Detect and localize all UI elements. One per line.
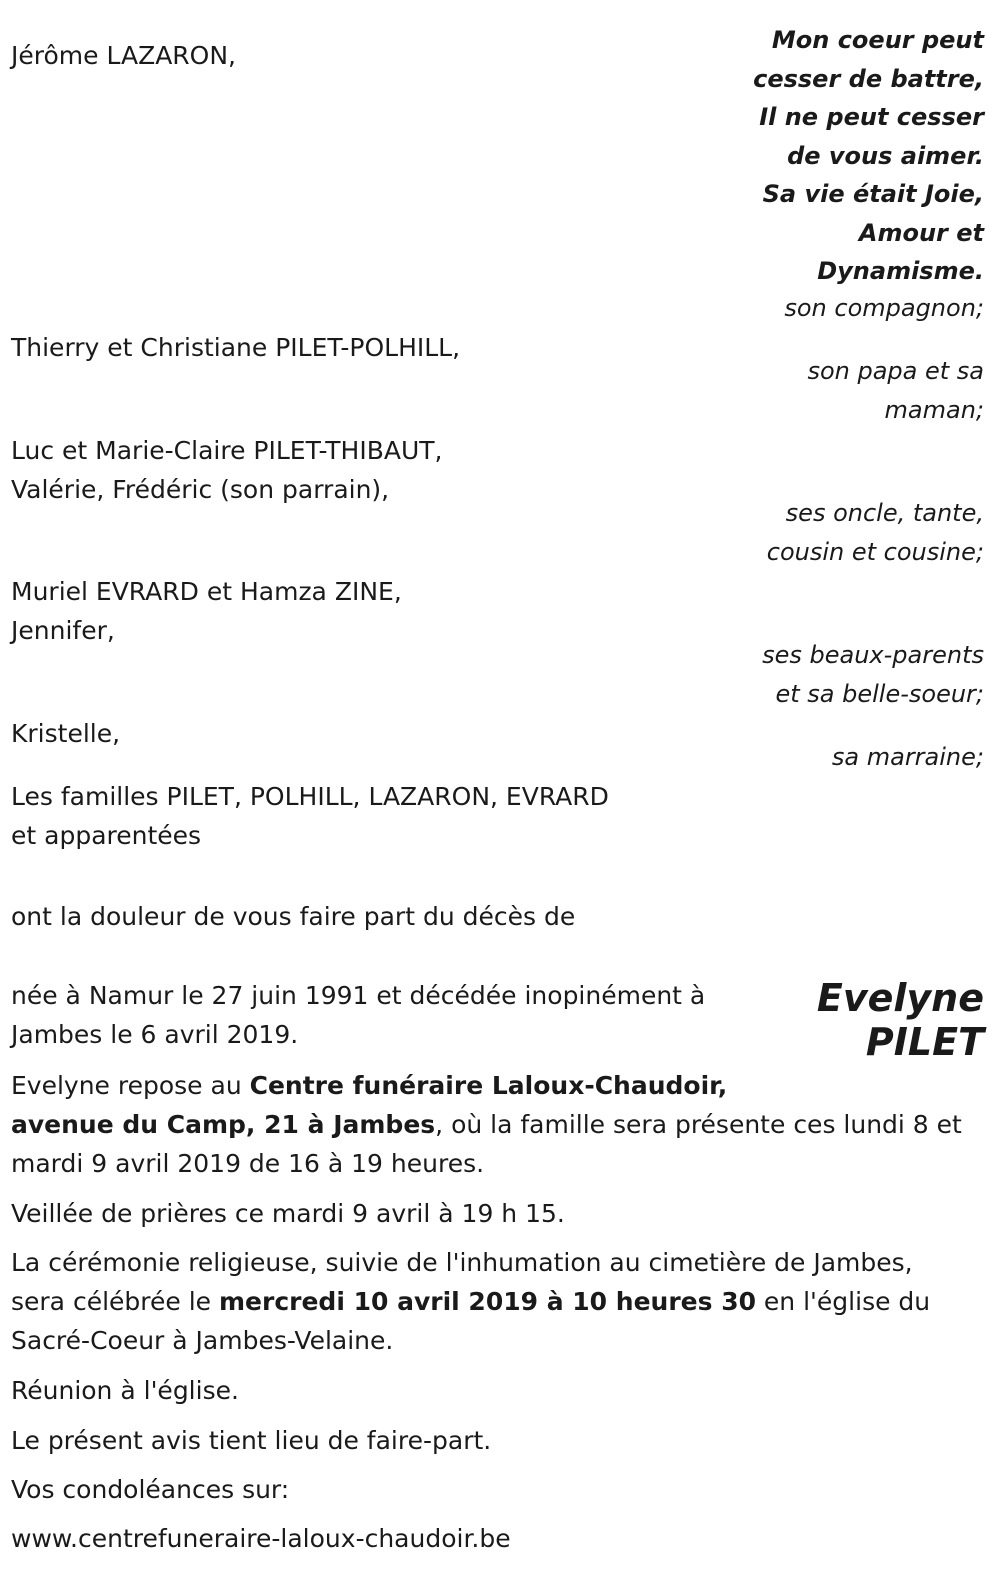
condolences-label: Vos condoléances sur: <box>11 1475 290 1504</box>
announcement: ont la douleur de vous faire part du décès de <box>11 902 576 931</box>
parents-names: Thierry et Christiane PILET-POLHILL, <box>11 333 461 362</box>
parents-relation: son papa et sa maman; <box>807 357 984 424</box>
deceased-first-name: Evelyne <box>816 976 984 1020</box>
poem-line: Dynamisme. <box>817 257 984 285</box>
poem-line: Sa vie était Joie, <box>762 180 984 208</box>
poem-line: Il ne peut cesser <box>759 103 984 131</box>
inlaws-relation: ses beaux-parents et sa belle-soeur; <box>762 641 984 708</box>
poem <box>724 21 984 291</box>
godmother-names: Kristelle, <box>11 719 121 748</box>
companion-names: Jérôme LAZARON, <box>11 41 236 70</box>
deceased-name <box>817 976 984 1064</box>
notice: Le présent avis tient lieu de faire-part. <box>11 1426 492 1455</box>
birth-death: née à Namur le 27 juin 1991 et décédée inopinément à Jambes le 6 avril 2019. <box>11 981 706 1049</box>
rest-paragraph: Evelyne repose au Centre funéraire Laloux-Chaudoir, avenue du Camp, 21 à Jambes, où la famille sera présente ces lundi 8 et mardi 9 avril 2019 de 16 à 19 heures. <box>11 1071 962 1178</box>
poem-line: Amour et <box>858 218 984 247</box>
meeting: Réunion à l'église. <box>11 1376 239 1405</box>
uncles-names: Luc et Marie-Claire PILET-THIBAUT, Valérie, Frédéric (son parrain), <box>11 436 443 504</box>
poem-line: cesser de battre, <box>753 64 984 93</box>
families: Les familles PILET, POLHILL, LAZARON, EVRARD et apparentées <box>11 782 609 850</box>
ceremony-paragraph: La cérémonie religieuse, suivie de l'inhumation au cimetière de Jambes, sera célébrée le mercredi 10 avril 2019 à 10 heures 30 en l'église du Sacré-Coeur à Jambes-Velaine. <box>11 1248 931 1355</box>
poem-line: Mon coeur peut <box>771 26 984 54</box>
uncles-relation: ses oncle, tante, cousin et cousine; <box>766 499 984 566</box>
vigil: Veillée de prières ce mardi 9 avril à 19 h 15. <box>11 1199 565 1228</box>
poem-line: de vous aimer. <box>787 141 984 170</box>
inlaws-names: Muriel EVRARD et Hamza ZINE, Jennifer, <box>11 577 402 645</box>
companion-relation: son compagnon; <box>784 294 984 322</box>
website-link[interactable]: www.centrefuneraire-laloux-chaudoir.be <box>11 1524 511 1553</box>
deceased-last-name: PILET <box>865 1020 984 1064</box>
godmother-relation: sa marraine; <box>831 743 984 771</box>
